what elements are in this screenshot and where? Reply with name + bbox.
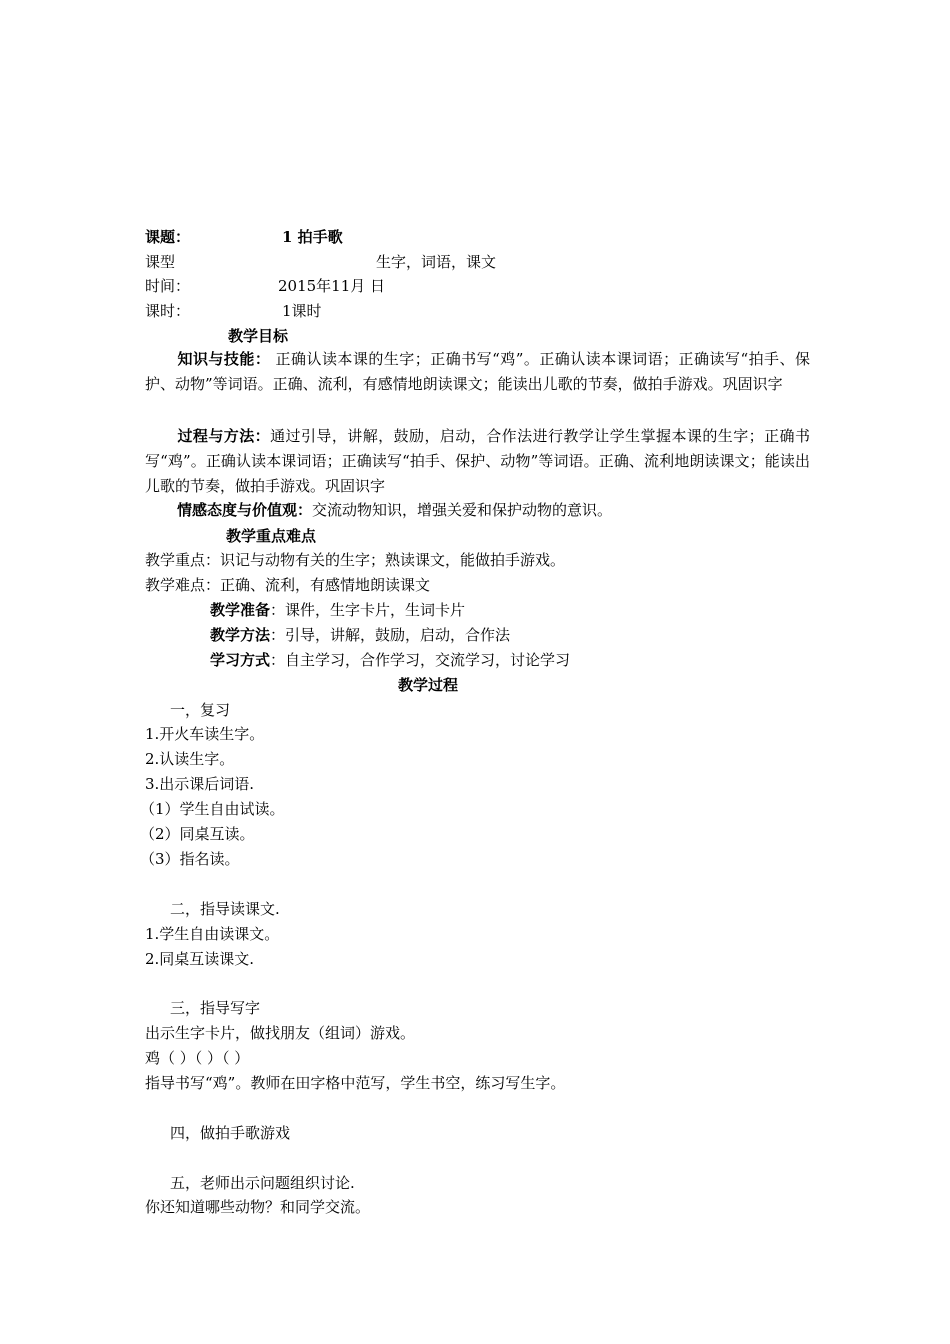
prep-label: 教学准备 xyxy=(210,601,271,619)
time-value: 2015年11月 日 xyxy=(278,277,386,295)
knowledge-paragraph xyxy=(145,347,810,397)
topic-value: 1 拍手歌 xyxy=(282,228,343,246)
difficulty-line: 教学难点：正确、流利，有感情地朗读课文 xyxy=(145,576,431,594)
emotion-label: 情感态度与价值观： xyxy=(177,501,313,519)
method-label: 教学方法 xyxy=(210,626,271,644)
study-line xyxy=(210,650,570,670)
emotion-paragraph xyxy=(145,498,810,523)
emotion-text: 交流动物知识，增强关爱和保护动物的意识。 xyxy=(312,501,613,519)
knowledge-text: 正确认读本课的生字；正确书写“鸡”。正确认读本课词语；正确读写“拍手、保护、动物”等词语。正确、流利，有感情地朗读课文；能读出儿歌的节奏，做拍手游戏。巩固识字 xyxy=(145,350,810,393)
topic-label: 课题： xyxy=(145,228,191,246)
period-label: 课时： xyxy=(145,302,191,320)
section-2-title: 二，指导读课文. xyxy=(170,900,280,918)
process-heading: 教学过程 xyxy=(398,676,459,694)
time-label: 时间： xyxy=(145,277,191,295)
list-item: 2.认读生字。 xyxy=(145,750,235,768)
list-item: 你还知道哪些动物？和同学交流。 xyxy=(145,1198,371,1216)
list-item: （3）指名读。 xyxy=(140,850,240,868)
study-label: 学习方式 xyxy=(210,651,271,669)
list-item: 鸡（ ）（ ）（ ） xyxy=(145,1049,250,1067)
section-5-title: 五，老师出示问题组织讨论. xyxy=(170,1174,355,1192)
process-text: 通过引导，讲解，鼓励，启动，合作法进行教学让学生掌握本课的生字；正确书写“鸡”。正确认读本课词语；正确读写“拍手、保护、动物”等词语。正确、流利地朗读课文；能读出儿歌的节奏，做拍手游戏。巩固识字 xyxy=(145,427,810,495)
type-value: 生字，词语，课文 xyxy=(376,253,497,271)
study-text: ：自主学习，合作学习，交流学习，讨论学习 xyxy=(270,651,571,669)
list-item: 2.同桌互读课文. xyxy=(145,950,255,968)
process-paragraph xyxy=(145,424,810,499)
prep-text: ：课件，生字卡片，生词卡片 xyxy=(270,601,466,619)
section-3-title: 三，指导写字 xyxy=(170,999,261,1017)
list-item: 3.出示课后词语. xyxy=(145,775,255,793)
list-item: （1）学生自由试读。 xyxy=(140,800,285,818)
section-4-title: 四，做拍手歌游戏 xyxy=(170,1124,291,1142)
focus-line: 教学重点：识记与动物有关的生字；熟读课文，能做拍手游戏。 xyxy=(145,551,566,569)
prep-line xyxy=(210,600,465,620)
list-item: 1.开火车读生字。 xyxy=(145,725,265,743)
list-item: （2）同桌互读。 xyxy=(140,825,255,843)
list-item: 指导书写“鸡”。教师在田字格中范写，学生书空，练习写生字。 xyxy=(145,1074,566,1092)
key-heading: 教学重点难点 xyxy=(226,527,317,545)
section-1-title: 一，复习 xyxy=(170,701,231,719)
period-value: 1课时 xyxy=(282,302,322,320)
process-label: 过程与方法： xyxy=(177,427,271,445)
knowledge-label: 知识与技能： xyxy=(177,350,271,368)
method-text: ：引导，讲解，鼓励，启动，合作法 xyxy=(270,626,511,644)
method-line xyxy=(210,625,510,645)
goals-heading: 教学目标 xyxy=(228,327,289,345)
list-item: 出示生字卡片，做找朋友（组词）游戏。 xyxy=(145,1024,416,1042)
list-item: 1.学生自由读课文。 xyxy=(145,925,280,943)
type-label: 课型 xyxy=(145,253,176,271)
